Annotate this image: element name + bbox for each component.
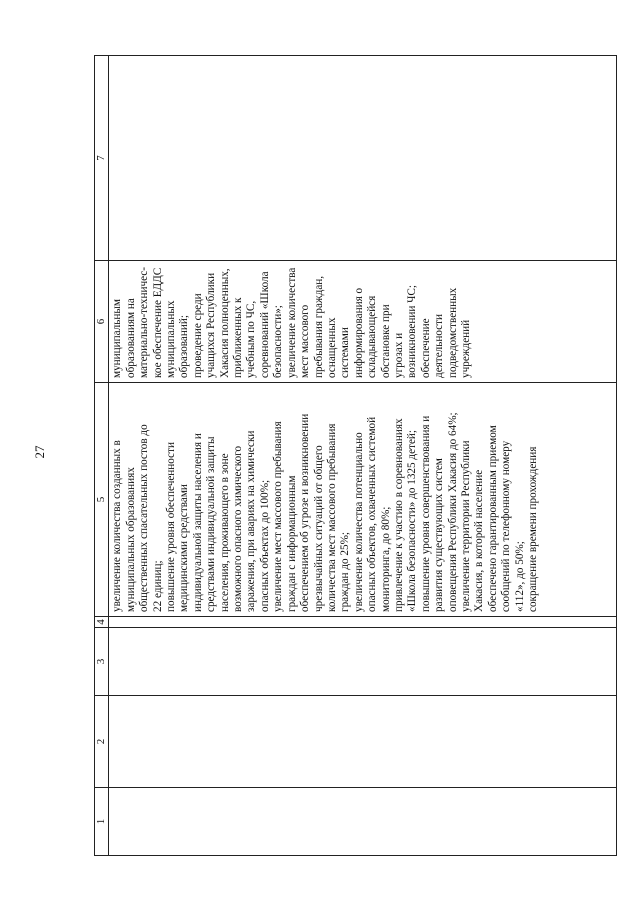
page-number: 27: [32, 445, 47, 459]
col6-line: приближенных к: [232, 297, 245, 378]
header-col-5: 5: [95, 383, 109, 617]
col5-line: медицинскими средствами: [178, 484, 191, 612]
cell-col-2: [109, 696, 617, 788]
col5-line: муниципальных образованиях: [124, 467, 137, 612]
col5-line: увеличение количества созданных в: [111, 440, 124, 612]
col5-line: заражения, при авариях на химически: [245, 430, 258, 612]
table-row: [109, 56, 617, 856]
col6-line: складывающейся: [366, 295, 379, 378]
col5-line: количества мест массового пребывания: [325, 423, 338, 612]
col6-line: образований;: [178, 315, 191, 378]
cell-col-4: [109, 617, 617, 628]
col6-line: подведомственных: [446, 287, 459, 378]
col6-line: учащихся Республики: [205, 272, 218, 378]
cell-col-1: [109, 788, 617, 856]
header-row: [95, 56, 109, 856]
cell-col-5-expected-results: [109, 383, 617, 617]
header-col-6: 6: [95, 261, 109, 383]
cell-col-3: [109, 628, 617, 696]
col6-line: деятельности: [433, 313, 446, 378]
col6-line: кое обеспечение ЕДДС: [151, 267, 164, 378]
col6-line: Хакасия полноценных,: [218, 268, 231, 378]
col5-line: оповещения Республики Хакасия до 64%;: [446, 412, 459, 612]
header-col-1: 1: [95, 788, 109, 856]
col5-line: сокращение времени прохождения: [527, 446, 539, 612]
col6-line: проведение среди: [191, 293, 204, 378]
col6-line: муниципальным: [111, 299, 124, 378]
header-col-3: 3: [95, 628, 109, 696]
col5-line: привлечение к участию в соревнованиях: [392, 418, 405, 612]
col6-line: мест массового: [299, 304, 312, 378]
col5-line: увеличение территории Республики: [459, 440, 472, 612]
col5-line: обеспечено гарантированным приемом: [486, 425, 499, 612]
cell-col-7: [109, 56, 617, 261]
col5-line: сообщений по телефонному номеру: [500, 440, 513, 612]
program-table: [94, 55, 617, 856]
col5-line: общественных спасательных постов до: [138, 424, 151, 612]
header-col-4: 4: [95, 617, 109, 628]
col6-line: увеличение количества: [285, 267, 298, 378]
col5-line: опасных объектов, охваченных системой: [366, 416, 379, 612]
col5-line: мониторинга, до 80%;: [379, 506, 392, 612]
header-col-2: 2: [95, 696, 109, 788]
col5-line: Хакасия, в которой население: [473, 469, 486, 612]
col5-line: «Школа безопасности» до 1325 детей;: [406, 429, 419, 612]
col6-line: системами: [339, 327, 352, 378]
col5-line: повышение уровня обеспеченности: [165, 442, 178, 612]
col5-line: населения, проживающего в зоне: [218, 453, 231, 612]
col5-line: увеличение мест массового пребывания: [272, 421, 285, 612]
col5-line: увеличение количества потенциально: [352, 432, 365, 612]
col5-line: обеспечением об угрозе и возникновении: [299, 413, 312, 612]
col6-line: соревнований «Школа: [258, 271, 271, 378]
col5-line: возможного опасного химического: [232, 445, 245, 612]
col5-line: средствами индивидуальной защиты: [205, 436, 218, 612]
col6-line: оснащенных: [325, 317, 338, 378]
col5-line: «112», до 50%;: [513, 541, 526, 612]
col5-line: 22 единиц;: [151, 560, 164, 612]
col6-line: возникновении ЧС;: [406, 285, 419, 378]
header-col-7: 7: [95, 56, 109, 261]
rotated-table-container: [94, 56, 617, 856]
col6-line: обстановке при: [379, 304, 392, 378]
col5-line: граждан до 25%;: [339, 531, 352, 612]
col6-line: пребывания граждан,: [312, 275, 325, 378]
col6-line: образованиям на: [124, 298, 137, 378]
col6-line: угрозах и: [392, 332, 405, 378]
col6-line: обеспечение: [419, 318, 432, 378]
col5-line: граждан с информационным: [285, 475, 298, 612]
col5-line: чрезвычайных ситуаций от общего: [312, 445, 325, 612]
col6-line: учебным по ЧС,: [245, 300, 258, 378]
col5-line: индивидуальной защиты населения и: [191, 433, 204, 612]
col6-line: безопасности»;: [272, 305, 285, 378]
col6-line: учреждений: [459, 319, 472, 378]
col6-line: муниципальных: [165, 300, 178, 378]
col5-line: развития существующих систем: [433, 458, 446, 612]
col6-line: информирования о: [352, 287, 365, 378]
col5-line: опасных объектах до 100%;: [258, 479, 271, 612]
col5-line: повышение уровня совершенствования и: [419, 415, 432, 612]
cell-col-6-measures: [109, 261, 617, 383]
col6-line: материально-техничес-: [138, 266, 151, 378]
